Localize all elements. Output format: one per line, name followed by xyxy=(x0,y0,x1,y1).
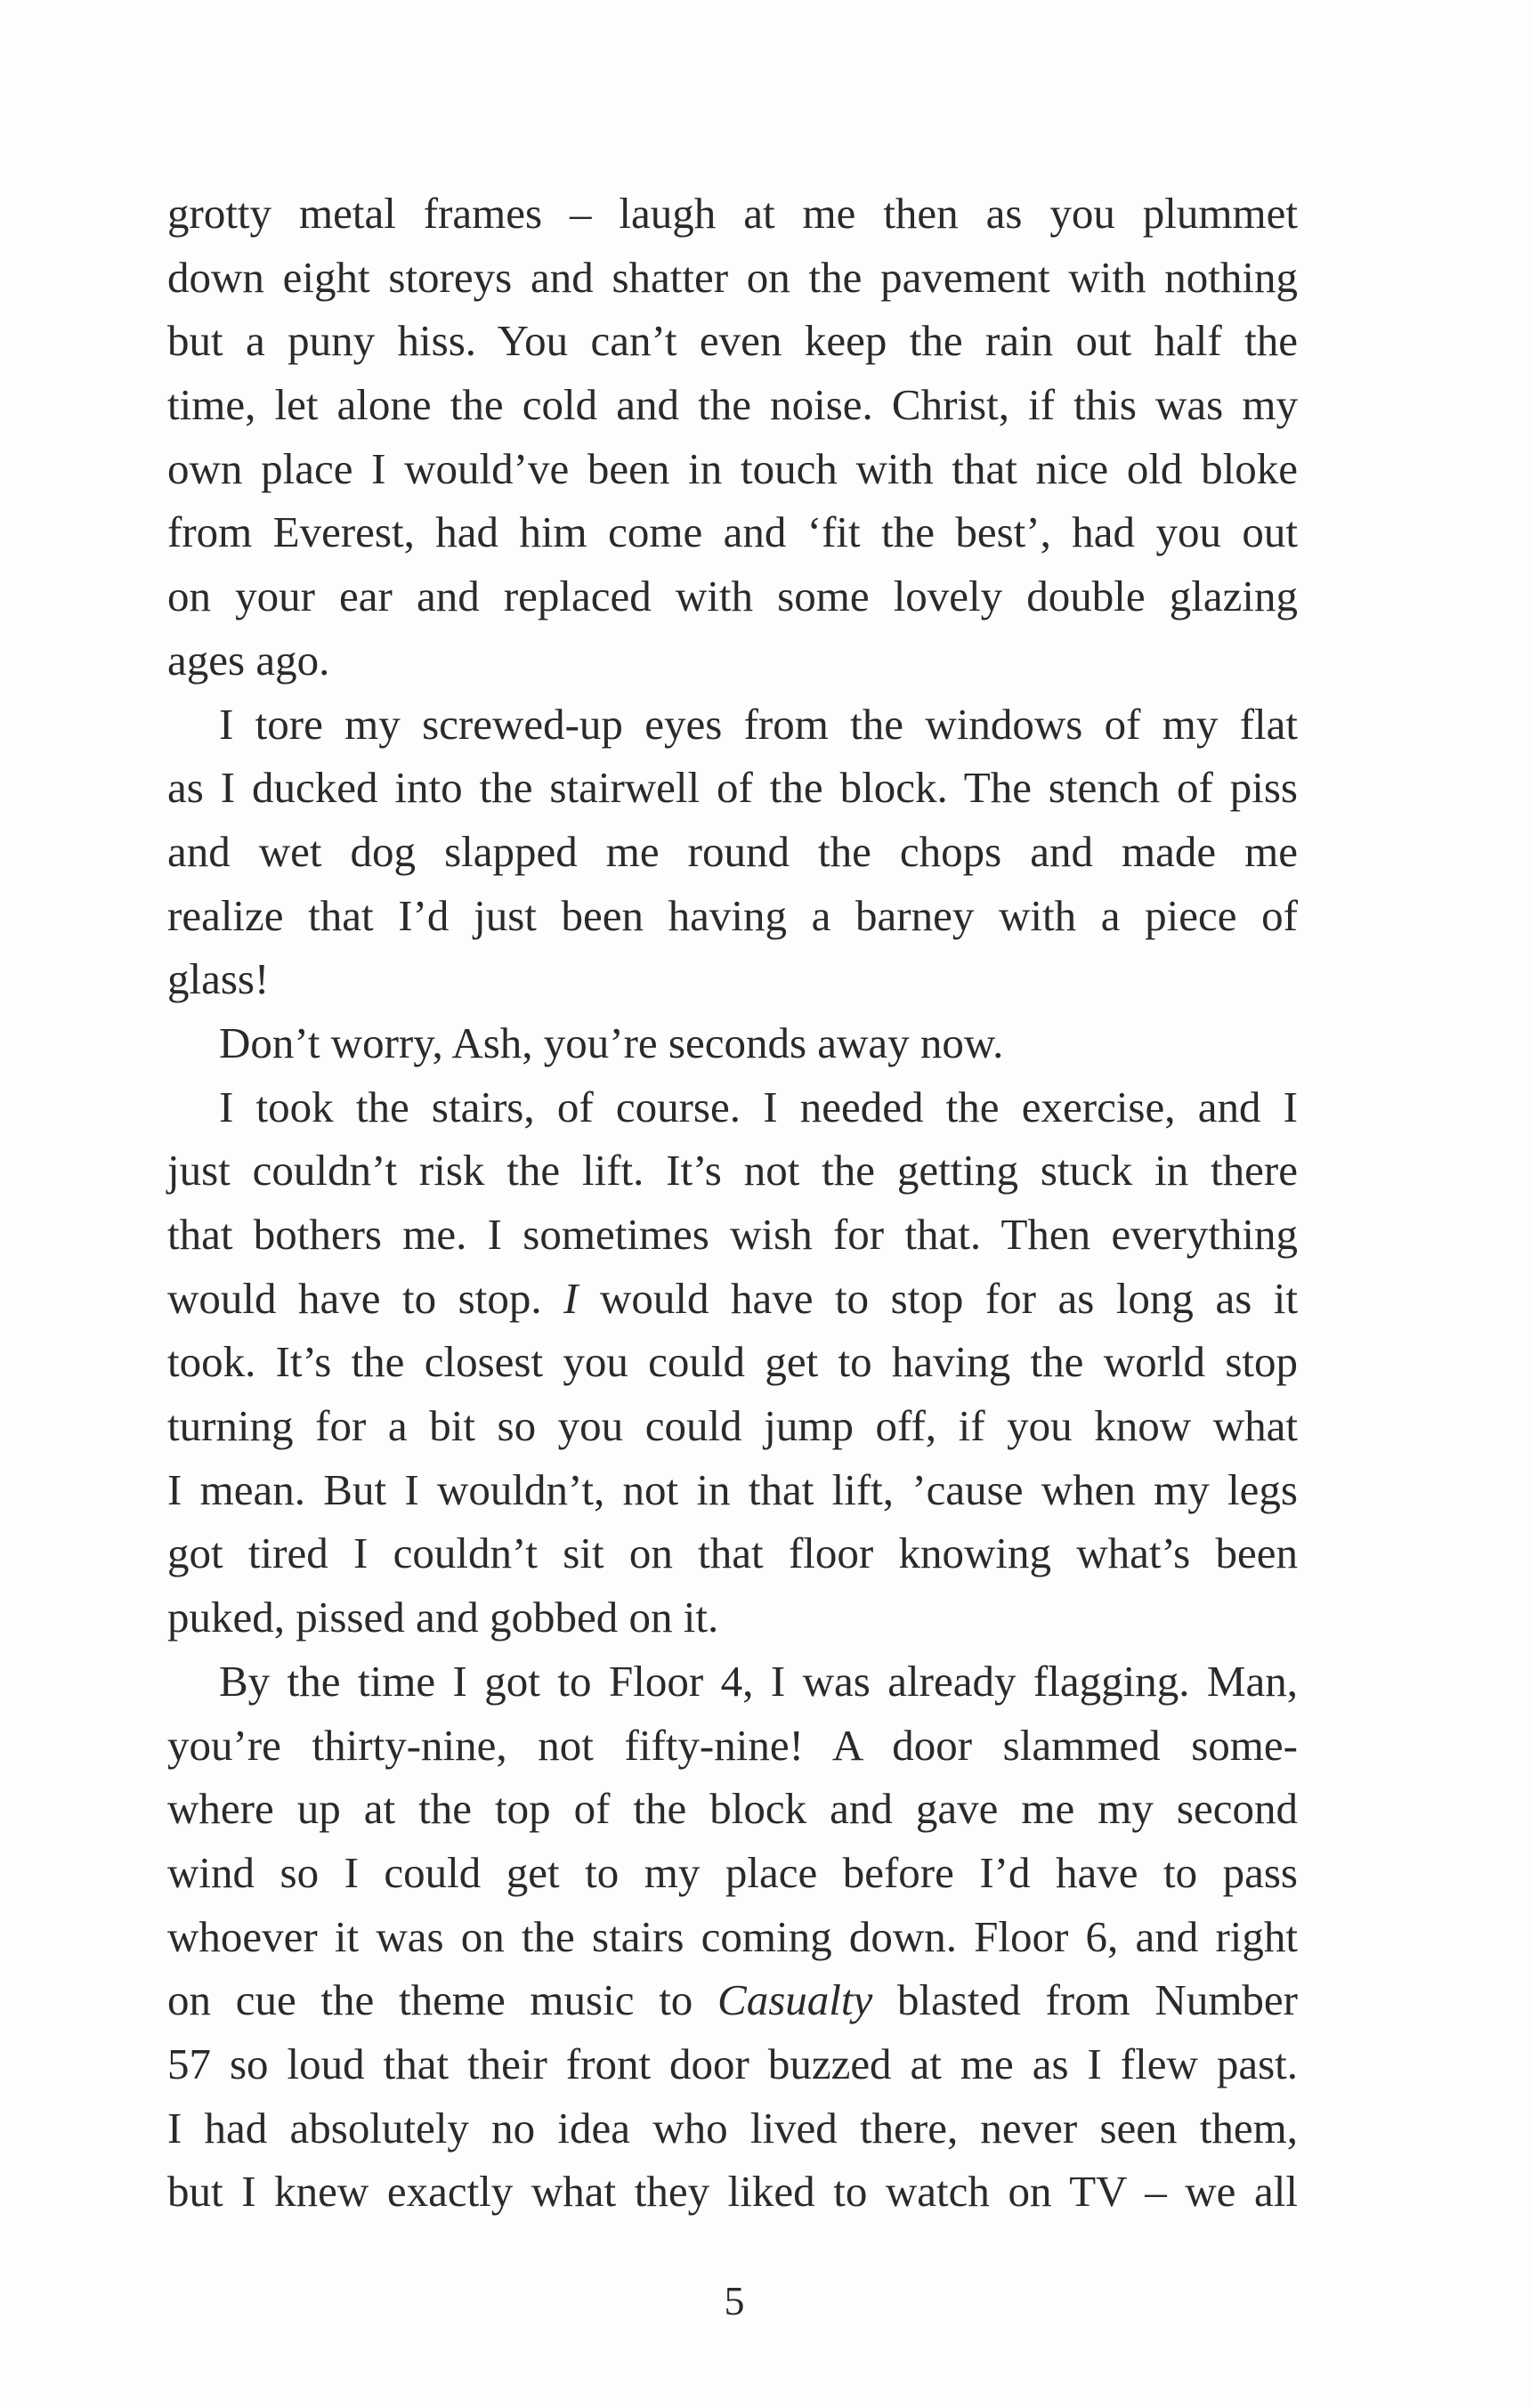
text-line: realize that I’d just been having a barney with a piece of xyxy=(167,890,1298,940)
text-line: I took the stairs, of course. I needed the exercise, and I xyxy=(219,1082,1298,1131)
paragraph xyxy=(167,693,1298,1011)
text-fragment: would have to stop for as long as it xyxy=(578,1273,1299,1323)
text-line: I mean. But I wouldn’t, not in that lift, ’cause when my legs xyxy=(167,1464,1298,1514)
text-fragment: on cue the theme music to xyxy=(167,1975,718,2025)
text-fragment: blasted from Number xyxy=(872,1975,1298,2025)
text-line: I had absolutely no idea who lived there, never seen them, xyxy=(167,2103,1298,2153)
paragraph xyxy=(167,1650,1298,2224)
text-line xyxy=(167,1267,1298,1331)
text-line: got tired I couldn’t sit on that floor knowing what’s been xyxy=(167,1528,1298,1578)
text-line: whoever it was on the stairs coming down. Floor 6, and right xyxy=(167,1911,1298,1961)
text-fragment: would have to stop. xyxy=(167,1273,564,1323)
text-line: 57 so loud that their front door buzzed at me as I flew past. xyxy=(167,2039,1298,2088)
text-line: time, let alone the cold and the noise. Christ, if this was my xyxy=(167,380,1298,430)
paragraph xyxy=(167,182,1298,693)
text-line: I tore my screwed-up eyes from the windows of my flat xyxy=(219,699,1298,749)
text-line: glass! xyxy=(167,954,270,1004)
text-line: wind so I could get to my place before I’d have to pass xyxy=(167,1847,1298,1897)
text-line: Don’t worry, Ash, you’re seconds away now. xyxy=(219,1018,1004,1067)
text-line: as I ducked into the stairwell of the block. The stench of piss xyxy=(167,763,1298,813)
text-line: where up at the top of the block and gave me my second xyxy=(167,1784,1298,1834)
text-line: turning for a bit so you could jump off, if you know what xyxy=(167,1401,1298,1451)
text-line: from Everest, had him come and ‘fit the best’, had you out xyxy=(167,507,1298,557)
text-line: you’re thirty-nine, not fifty-nine! A door slammed some- xyxy=(167,1720,1298,1770)
text-line: down eight storeys and shatter on the pavement with nothing xyxy=(167,252,1298,302)
text-line: grotty metal frames – laugh at me then as you plummet xyxy=(167,189,1298,238)
italic-text: Casualty xyxy=(717,1975,873,2025)
text-line: puked, pissed and gobbed on it. xyxy=(167,1593,719,1642)
text-line: but I knew exactly what they liked to watch on TV – we all xyxy=(167,2167,1298,2217)
text-line: but a puny hiss. You can’t even keep the rain out half the xyxy=(167,316,1298,366)
text-line: on your ear and replaced with some lovely double glazing xyxy=(167,572,1298,621)
text-line: just couldn’t risk the lift. It’s not the getting stuck in there xyxy=(167,1146,1298,1196)
text-line: own place I would’ve been in touch with that nice old bloke xyxy=(167,443,1298,493)
text-line: ages ago. xyxy=(167,635,330,685)
page-number: 5 xyxy=(724,2278,745,2323)
text-line xyxy=(167,1968,1298,2032)
italic-text: I xyxy=(563,1273,579,1323)
text-line: took. It’s the closest you could get to having the world stop xyxy=(167,1337,1298,1387)
paragraph xyxy=(167,1011,1298,1075)
text-line: that bothers me. I sometimes wish for that. Then everything xyxy=(167,1210,1298,1259)
text-line: and wet dog slapped me round the chops and made me xyxy=(167,826,1298,876)
body-text xyxy=(167,182,1298,2224)
text-line: By the time I got to Floor 4, I was already flagging. Man, xyxy=(219,1656,1298,1706)
paragraph xyxy=(167,1075,1298,1650)
